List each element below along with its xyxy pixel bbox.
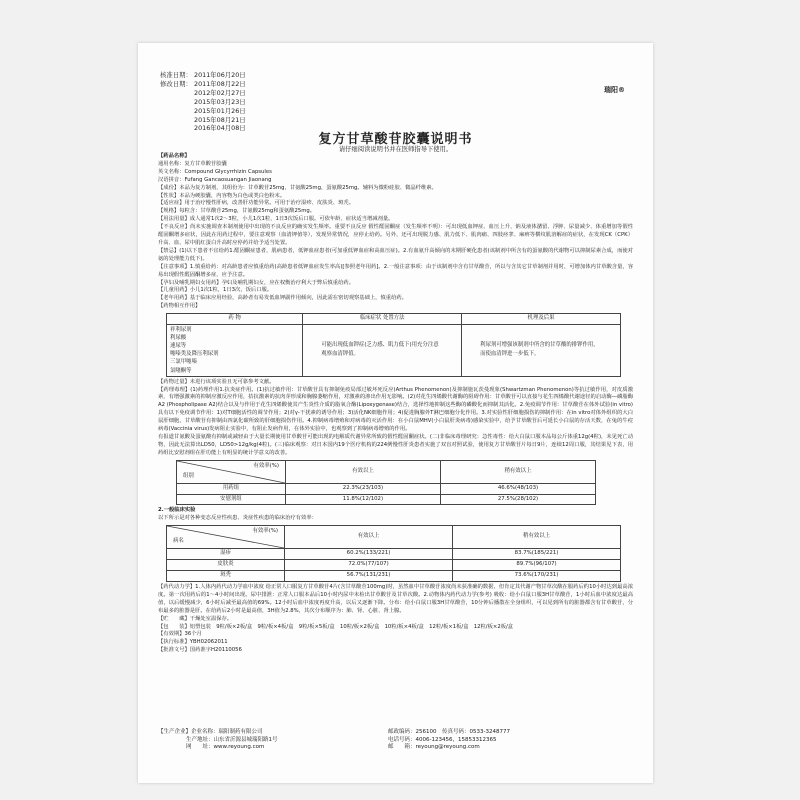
table-row <box>167 549 621 560</box>
modify-date: 2015年03月23日 <box>194 97 246 106</box>
section-standard: 【执行标准】YBH02062011 <box>158 639 228 646</box>
section-pharmacology-continued: 有报道甘氨酸及蛋氨酸有抑制或减轻由于大量长期使用甘草酸苷可能出现的电解质代谢异常所致的假性醛固酮症状。(二)非临床毒理研究：急性毒性：给大白鼠口服本品每公斤体重12g(4粒)，未见死亡动物，因此无法算出LD50，LD50>12g/kg(4粒)。(三)临床观察：对日本国内19个医疗机构的224例慢性肝炎患者实施了双盲对照试验，使用复方甘草酸苷片每日9片，连续12周口服，其结果见下表，用药组比安慰剂组在肝功能上有明显的统计学意义的改善。 <box>158 433 633 456</box>
liver-value: 27.5%(28/102) <box>440 494 595 505</box>
modify-date: 2012年02月27日 <box>194 88 246 97</box>
liver-diag-top: 有效率(%) <box>253 462 279 469</box>
manufacturer-email: 邮 箱：reyoung@reyoung.com <box>388 744 480 751</box>
manufacturer-company: 企业名称：瑞阳制药有限公司 <box>191 729 263 735</box>
modify-date-label: 修改日期： <box>160 79 192 88</box>
interaction-symptom: 可能出现低血钾症(乏力感、肌力低下)用充分注意观察血清钾值。 <box>303 325 462 377</box>
leaflet-sheet <box>138 43 653 783</box>
modify-date: 2015年08月21日 <box>194 115 246 124</box>
clinical-disease: 皮肤炎 <box>167 560 285 571</box>
section-storage: 【贮 藏】干燥处室温保存。 <box>158 615 233 622</box>
leaflet-body <box>158 153 633 655</box>
clinical-value: 83.7%(185/221) <box>453 549 621 560</box>
section-overdose: 【药物过量】未进行该项实验且无可靠参考文献。 <box>158 378 275 385</box>
drug-item: 氯噻酮等 <box>170 367 192 374</box>
section-pharmacology: 【药理毒理】(1)药理作用1.抗炎症作用。(1)抗过敏作用：甘草酸苷具有抑制免疫局部过敏坏死反应(Arthus Phenomenon)及抑制施瓦茨曼现象(Shwartzman Phenomenon)等抗过敏作用，对皮质激素，有增强激素的抑制应激反应作用，拮抗激素的抗肉芽形成和胸腺萎缩作用，对激素的渗出作用无影响。(2)对花生四烯酸代谢酶的阻碍作用：甘草酸苷可以直接与花生四烯酸代谢途径的启动酶—磷脂酶A2 (Phospholipase A2)结合以及与作用于花生四烯酸使其产生炎性介质的脂氧合酶(Lipoxygenase)结合，选择性地抑制这些酶的磷酸化而抑制其活化。2.免疫调节作用：甘草酸苷在体外试验(in vitro)具有以下免疫调节作用：1)对T细胞活性的调节作用；2)对γ-干扰素的诱导作用；3)活化NK细胞作用；4)促进胸腺外T淋巴细胞分化作用。3.对实验性肝细胞损伤的抑制作用：在in vitro对体外组织的大白鼠肝细胞，甘草酸苷有抑制由四氯化碳所致的肝细胞损伤作用。4.抑制病毒增殖和对病毒的灭活作用：在小白鼠MHV(小白鼠肝炎病毒)感染实验中，给予甘草酸苷后可延长小白鼠的存活天数，在兔的牛痘病毒(Vaccinia virus)发病阻止实验中，有阻止发病作用，在体外实验中，也观察到了抑制病毒增殖的作用。 <box>158 386 633 433</box>
section-strength: 【规格】每粒含：甘草酸苷25mg，甘氨酸25mg和蛋氨酸25mg。 <box>158 208 316 215</box>
document-subtitle: 请仔细阅读说明书并在医师指导下使用。 <box>338 146 453 153</box>
section-pregnancy: 【孕妇及哺乳期妇女用药】孕妇及哺乳期妇女，应在权衡治疗利大于弊后慎重给药。 <box>158 279 354 286</box>
manufacturer-block <box>158 729 633 752</box>
section-name-header: 【药品名称】 <box>158 153 190 159</box>
brand-logo: 瑞阳® <box>604 86 625 94</box>
clinical-value: 60.2%(133/221) <box>285 549 453 560</box>
approval-date-label: 核准日期： <box>160 71 192 79</box>
section-contraindications: 【禁忌】(1)以下患者不宜给药1.醛固酮症患者，肌病患者，低钾血症患者(可加重低钾血症和高血压症)。2.有血氨升高倾向的末期肝硬化患者(该制剂中所含有的蛋氨酸的代谢物可以抑制尿素合成，而使对氨的处理能力低下)。 <box>158 247 633 262</box>
liver-group: 安慰剂组 <box>177 494 286 505</box>
document-title: 复方甘草酸苷胶囊说明书 <box>318 132 473 147</box>
drug-item: 利尿酸 <box>170 335 187 342</box>
interaction-mechanism: 利尿剂可增强该制剂中所含的甘草酸的排钾作用，而使血清钾进一步低下。 <box>462 325 621 377</box>
section-composition: 【成份】本品为复方制剂，其组份为：甘草酸苷25mg，甘氨酸25mg，蛋氨酸25mg。辅料为微粉硅胶、微晶纤维素。 <box>158 184 437 191</box>
section-adverse-reactions: 【不良反应】尚未实施调查本制剂使用中出现的不良反应的确实发生频率。重要不良反应 假性醛固酮症（发生频率不明）：可出现低血钾症、血压上升、钠及液体潴留、浮肿、尿量减少、体重增加等假性醛固酮增多症状，因此在用药过程中，要注意观察（血清钾值等），发现异常情况，应停止给药。另外，还可出现脱力感、肌力低下、肌肉痛、四肢痉挛、麻痹等横纹肌溶解症的症状，在发现CK（CPK）升高、血、尿中肌红蛋白升高时应停药并给予适当处置。 <box>158 224 633 246</box>
manufacturer-address: 生产地址：山东省沂源县城瑞阳路1号 <box>186 736 278 743</box>
liver-value: 11.8%(12/102) <box>285 494 440 505</box>
section-interaction-header: 【药物相互作用】 <box>158 303 201 310</box>
manufacturer-website: 网 址：www.reyoung.com <box>186 744 265 751</box>
interaction-header-symptom: 临床症状 处置方法 <box>303 314 462 325</box>
clinical-header: 2.一般临床实验 <box>158 507 196 514</box>
pinyin-name: 汉语拼音：Fufang Gancaosuangan Jiaonang <box>158 176 272 183</box>
liver-col-slightly-effective: 稍有效以上 <box>440 460 595 483</box>
drug-item: 速尿等 <box>170 343 187 350</box>
section-dosage: 【用法用量】成人通常1次2～3粒，小儿1次1粒，1日3次饭后口服。可依年龄、症状适当增减剂量。 <box>158 216 394 223</box>
clinical-table-corner <box>167 526 285 549</box>
interaction-header-mechanism: 机理及后果 <box>462 314 621 325</box>
approval-date: 2011年06月20日 <box>194 71 246 79</box>
clinical-value: 73.6%(170/231) <box>453 571 621 582</box>
liver-diag-bottom: 组别 <box>183 472 194 479</box>
table-row <box>167 560 621 571</box>
clinical-disease: 湿疹 <box>167 549 285 560</box>
drug-item: 袢利尿剂 <box>170 327 192 334</box>
clinical-disease: 斑秃 <box>167 571 285 582</box>
interaction-header-drug: 药 物 <box>167 314 303 325</box>
liver-efficacy-table <box>176 460 596 506</box>
liver-value: 22.3%(23/103) <box>285 483 440 494</box>
revision-dates <box>160 71 500 133</box>
manufacturer-phone: 电话号码：4006-123456，15853312365 <box>388 736 497 743</box>
liver-value: 46.6%(48/103) <box>440 483 595 494</box>
section-package: 【包 装】铝塑包装 9粒/板×2板/盒 9粒/板×4板/盒 9粒/板×5板/盒 10粒/板×2板/盒 10粒/板×4板/盒 12粒/板×1板/盒 12粒/板×2板/盒 <box>158 623 514 630</box>
clinical-col-effective: 有效以上 <box>285 526 453 549</box>
table-row <box>177 483 596 494</box>
clinical-intro: 以下所示是对各种变态反应性疾患、炎症性疾患的临床治疗有效率： <box>158 515 317 522</box>
clinical-diag-bottom: 病名 <box>173 538 184 545</box>
section-indications: 【适应症】用于治疗慢性肝病，改善肝功能异常。可用于治疗湿疹、皮肤炎、斑秃。 <box>158 200 354 207</box>
section-pharmacokinetics: 【药代动力学】1.人体内药代动力学血中浓度 给正常人口服复方甘草酸苷4片(含甘草酸苷100mg)时，虽然血中甘草酸苷浓度尚未获准确的数据，但肯定其代谢产物甘草次酸在服药后约10小时达到最高浓度。第一次用药后的1～4小时间出现。尿中排泄：正常人口服本品后10小时内尿中未检出甘草酸苷及甘草次酸。2.动物体内药代动力学(参考) 吸收：给小白鼠口服3H甘草酸苷，1小时后血中浓度达最高值，以后缓慢减少，6小时后减至最高值的69%。12小时后血中浓度再度升高，以后又逐渐下降。分布：给小白鼠口服3H甘草酸苷，10分钟后播散在全身组织，可以见到所有的脏器都含有甘草酸苷，分布最多的脏器是肝。在给药后2小时是最高值，3H值为2.8%，其次分布顺序为：肺、肾、心脏、肾上腺。 <box>158 584 633 614</box>
drug-item: 噻嗪类及降压利尿剂 <box>170 351 219 358</box>
section-validity: 【有效期】36个月 <box>158 631 202 638</box>
modify-date: 2016年04月08日 <box>194 124 246 133</box>
english-name: 英文名称：Compound Glycyrrhizin Capsules <box>158 168 272 175</box>
clinical-value: 56.7%(131/231) <box>285 571 453 582</box>
section-precautions: 【注意事项】1.慎重给药：对高龄患者应慎重给药(高龄患者低钾血症发生率高)[参照老年用药]。2.一般注意事项：由于该制剂中含有甘草酸苷，所以与含其它甘草制剂并用时，可增加体内甘草酸含量，容易出现假性醛固酮增多症，应予注意。 <box>158 263 633 278</box>
liver-col-effective: 有效以上 <box>285 460 440 483</box>
interaction-table <box>166 313 621 376</box>
clinical-diag-top: 有效率(%) <box>252 528 279 535</box>
modify-date: 2015年01月26日 <box>194 106 246 115</box>
manufacturer-fax: 传真号码：0533-3248777 <box>442 729 510 735</box>
clinical-efficacy-table <box>166 525 621 582</box>
generic-name: 通用名称：复方甘草酸苷胶囊 <box>158 160 227 167</box>
clinical-col-slightly-effective: 稍有效以上 <box>453 526 621 549</box>
section-description: 【性状】本品为硬胶囊，内容物为白色或类白色粉末。 <box>158 192 286 199</box>
liver-group: 用药组 <box>177 483 286 494</box>
manufacturer-postcode: 邮政编码：256100 <box>388 729 437 735</box>
clinical-value: 89.7%(96/107) <box>453 560 621 571</box>
section-approval-number: 【批准文号】国药准字H20110056 <box>158 647 242 654</box>
interaction-drug-list <box>167 325 303 377</box>
section-elderly: 【老年用药】基于临床应用经验，高龄者有易发低血钾副作用倾向，因此需在密切观察基础上，慎重给药。 <box>158 295 407 302</box>
manufacturer-label: 【生产企业】 <box>158 729 192 735</box>
section-children: 【儿童用药】小儿1次1粒，1日3次，饭后口服。 <box>158 287 273 294</box>
modify-date: 2011年08月22日 <box>194 79 246 88</box>
liver-table-corner <box>177 460 286 483</box>
table-row <box>177 494 596 505</box>
table-row <box>167 571 621 582</box>
drug-item: 三氯甲噻嗪 <box>170 359 197 366</box>
clinical-value: 72.0%(77/107) <box>285 560 453 571</box>
